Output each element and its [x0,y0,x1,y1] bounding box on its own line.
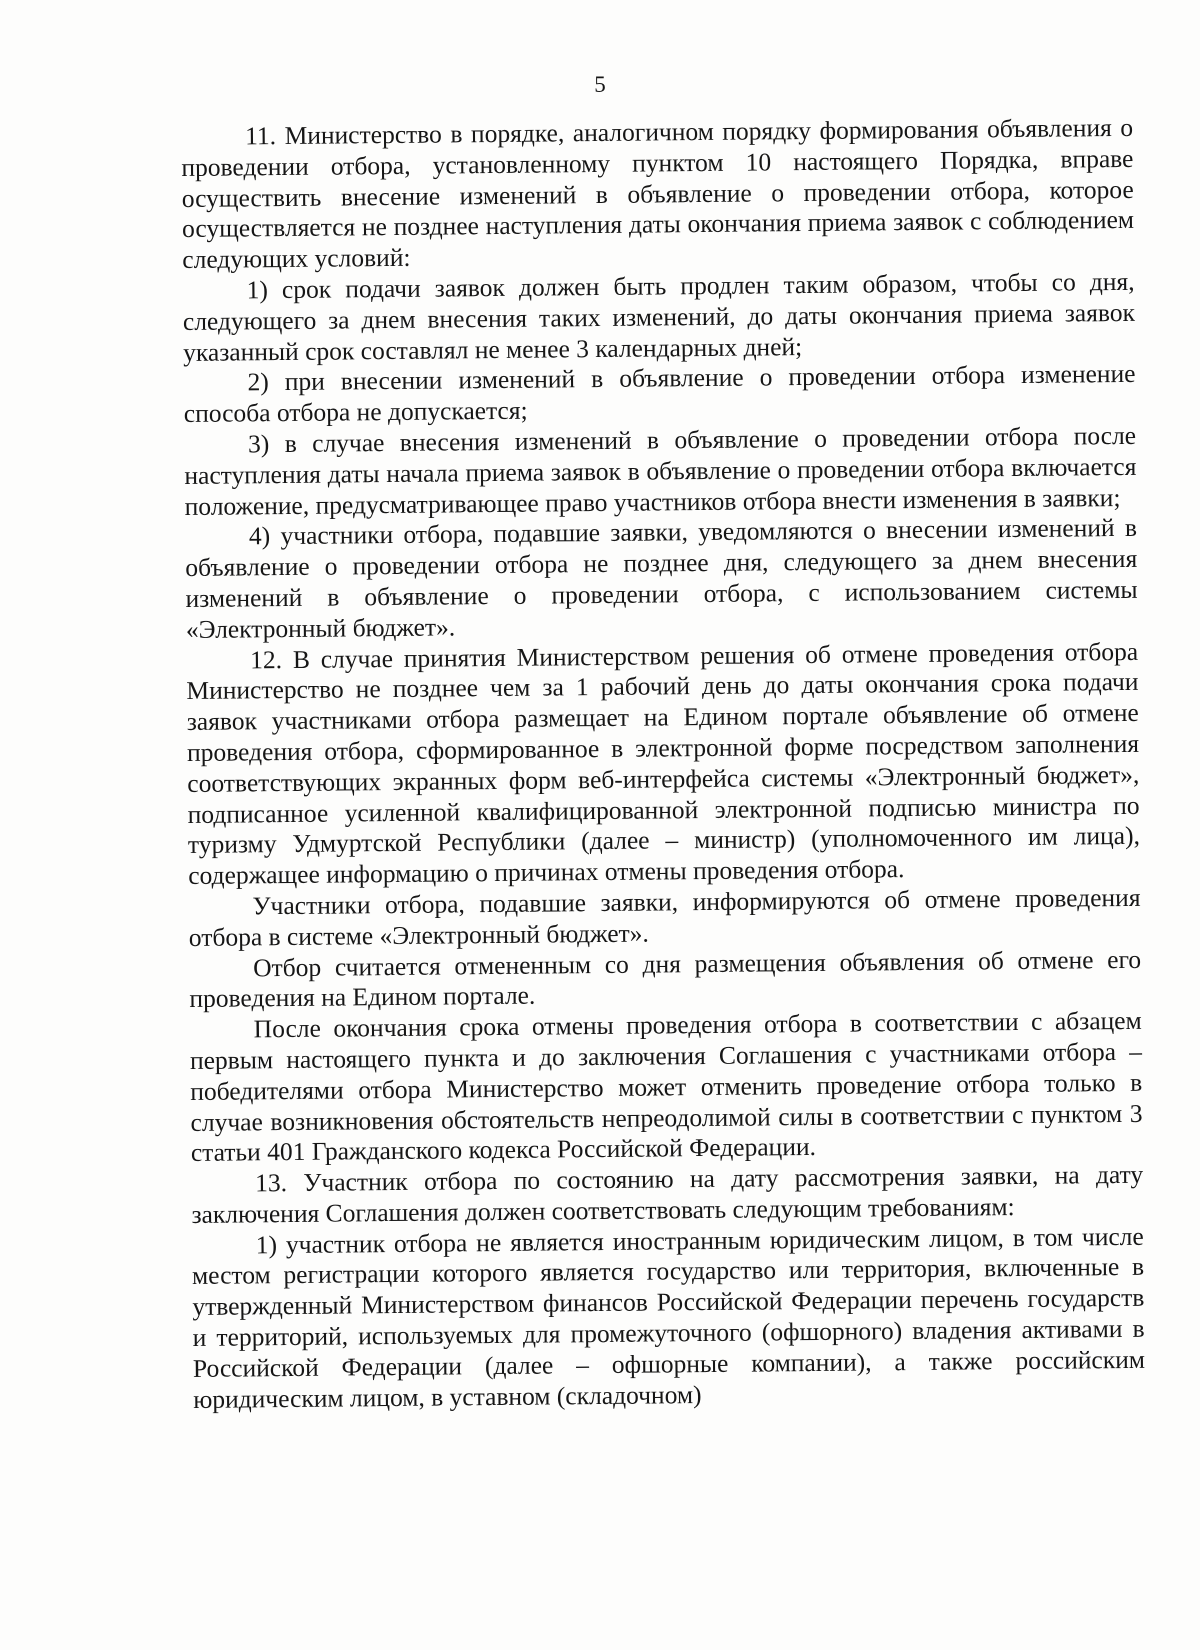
paragraph-12: 12. В случае принятия Министерством решения об отмене проведения отбора Министерство не позднее чем за 1 рабочий день до даты окончания срока подачи заявок участниками отбора размещает на Едином портале объявление об отмене проведения отбора, сформированное в электронной форме посредством заполнения соответствующих экранных форм веб-интерфейса системы «Электронный бюджет», подписанное усиленной квалифицированной электронной подписью министра по туризму Удмуртской Республики (далее – министр) (уполномоченного им лица), содержащее информацию о причинах отмены проведения отбора. [186,636,1141,891]
paragraph-11-item-1: 1) срок подачи заявок должен быть продлен таким образом, чтобы со дня, следующего за днем внесения таких изменений, до даты окончания приема заявок указанный срок составлял не менее 3 календарных дней; [182,266,1136,367]
paragraph-13-item-1: 1) участник отбора не является иностранным юридическим лицом, в том числе местом регистрации которого является государство или территория, включенные в утвержденный Министерством финансов Российской Федерации перечень государств и территорий, используемых для промежуточного (офшорного) владения активами в Российской Федерации (далее – офшорные компании), а также российским юридическим лицом, в уставном (складочном) [191,1221,1146,1414]
paragraph-12-participants-informed: Участники отбора, подавшие заявки, информируются об отмене проведения отбора в системе «Электронный бюджет». [188,882,1141,952]
paragraph-11-item-2: 2) при внесении изменений в объявление о проведении отбора изменение способа отбора не допускается; [183,359,1136,429]
page-number: 5 [594,72,606,97]
document-body [181,113,1145,1416]
paragraph-12-force-majeure: После окончания срока отмены проведения отбора в соответствии с абзацем первым настоящего пункта и до заключения Соглашения с участниками отбора – победителями отбора Министерство может отменить проведение отбора только в случае возникновения обстоятельств непреодолимой силы в соответствии с пунктом 3 статьи 401 Гражданского кодекса Российской Федерации. [189,1005,1143,1168]
paragraph-12-cancellation-date: Отбор считается отмененным со дня размещения объявления об отмене его проведения на Едином портале. [189,944,1142,1014]
paragraph-11: 11. Министерство в порядке, аналогичном порядку формирования объявления о проведении отбора, установленному пунктом 10 настоящего Порядка, вправе осуществить внесение изменений в объявление о проведении отбора, которое осуществляется не позднее наступления даты окончания приема заявок с соблюдением следующих условий: [181,112,1135,275]
paragraph-11-item-3: 3) в случае внесения изменений в объявление о проведении отбора после наступления даты начала приема заявок в объявление о проведении отбора включается положение, предусматривающее право участников отбора внести изменения в заявки; [184,420,1137,521]
paragraph-11-item-4: 4) участники отбора, подавшие заявки, уведомляются о внесении изменений в объявление о проведении отбора не позднее дня, следующего за днем внесения изменений в объявление о проведении отбора, с использованием системы «Электронный бюджет». [185,513,1138,644]
paragraph-13: 13. Участник отбора по состоянию на дату рассмотрения заявки, на дату заключения Соглашения должен соответствовать следующим требованиям: [191,1159,1144,1229]
